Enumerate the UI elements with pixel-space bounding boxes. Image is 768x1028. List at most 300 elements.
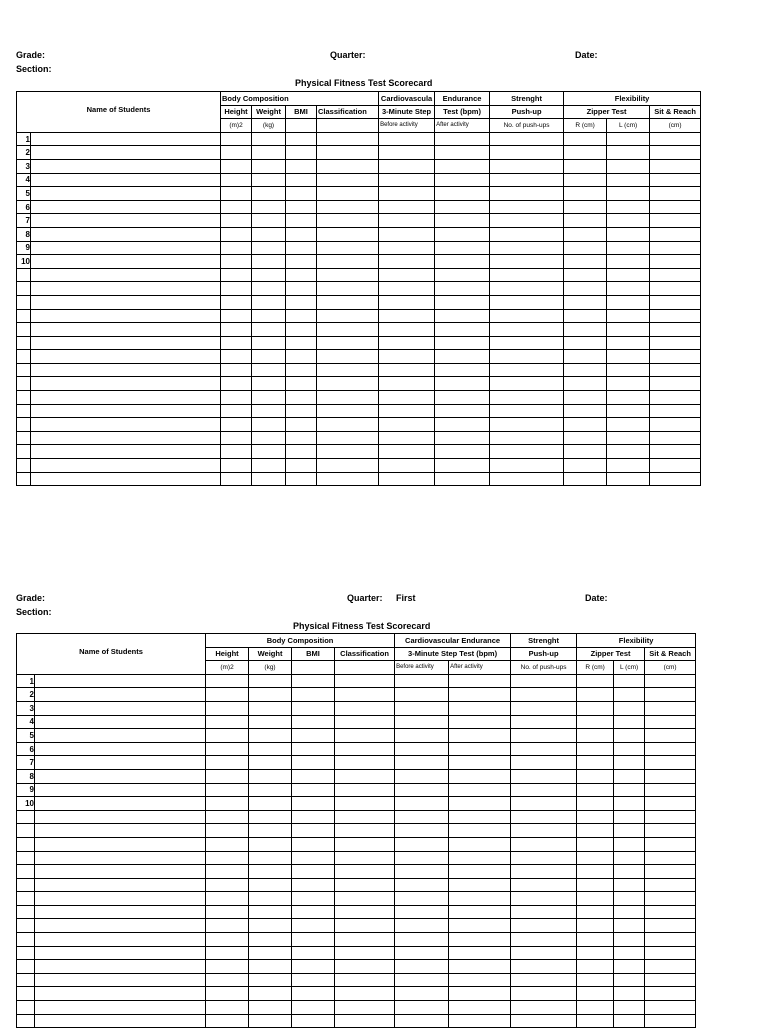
score-cell[interactable]	[395, 769, 449, 783]
score-cell[interactable]	[614, 878, 645, 892]
score-cell[interactable]	[614, 824, 645, 838]
score-cell[interactable]	[335, 1014, 395, 1028]
score-cell[interactable]	[335, 1001, 395, 1015]
score-cell[interactable]	[577, 729, 614, 743]
score-cell[interactable]	[395, 905, 449, 919]
score-cell[interactable]	[292, 688, 335, 702]
score-cell[interactable]	[395, 701, 449, 715]
score-cell[interactable]	[335, 824, 395, 838]
score-cell[interactable]	[221, 255, 252, 269]
score-cell[interactable]	[252, 255, 286, 269]
score-cell[interactable]	[645, 892, 696, 906]
score-cell[interactable]	[221, 295, 252, 309]
score-cell[interactable]	[249, 688, 292, 702]
score-cell[interactable]	[317, 255, 379, 269]
score-cell[interactable]	[221, 241, 252, 255]
score-cell[interactable]	[511, 729, 577, 743]
student-name-cell[interactable]	[35, 688, 206, 702]
score-cell[interactable]	[395, 837, 449, 851]
score-cell[interactable]	[379, 391, 435, 405]
score-cell[interactable]	[564, 200, 607, 214]
score-cell[interactable]	[607, 431, 650, 445]
score-cell[interactable]	[395, 865, 449, 879]
score-cell[interactable]	[317, 431, 379, 445]
score-cell[interactable]	[650, 159, 701, 173]
score-cell[interactable]	[292, 783, 335, 797]
score-cell[interactable]	[511, 892, 577, 906]
score-cell[interactable]	[206, 783, 249, 797]
score-cell[interactable]	[249, 933, 292, 947]
score-cell[interactable]	[607, 173, 650, 187]
score-cell[interactable]	[292, 837, 335, 851]
score-cell[interactable]	[435, 227, 490, 241]
score-cell[interactable]	[379, 255, 435, 269]
score-cell[interactable]	[645, 715, 696, 729]
student-name-cell[interactable]	[35, 919, 206, 933]
score-cell[interactable]	[490, 363, 564, 377]
score-cell[interactable]	[511, 1014, 577, 1028]
score-cell[interactable]	[221, 227, 252, 241]
score-cell[interactable]	[335, 742, 395, 756]
student-name-cell[interactable]	[31, 173, 221, 187]
score-cell[interactable]	[449, 756, 511, 770]
score-cell[interactable]	[206, 810, 249, 824]
score-cell[interactable]	[286, 418, 317, 432]
score-cell[interactable]	[335, 905, 395, 919]
student-name-cell[interactable]	[31, 363, 221, 377]
score-cell[interactable]	[252, 323, 286, 337]
student-name-cell[interactable]	[31, 404, 221, 418]
score-cell[interactable]	[650, 472, 701, 486]
score-cell[interactable]	[221, 146, 252, 160]
score-cell[interactable]	[577, 715, 614, 729]
score-cell[interactable]	[607, 295, 650, 309]
score-cell[interactable]	[564, 472, 607, 486]
score-cell[interactable]	[286, 146, 317, 160]
score-cell[interactable]	[650, 295, 701, 309]
score-cell[interactable]	[614, 851, 645, 865]
score-cell[interactable]	[490, 282, 564, 296]
score-cell[interactable]	[607, 159, 650, 173]
score-cell[interactable]	[221, 472, 252, 486]
score-cell[interactable]	[614, 865, 645, 879]
score-cell[interactable]	[292, 742, 335, 756]
score-cell[interactable]	[449, 729, 511, 743]
score-cell[interactable]	[221, 214, 252, 228]
student-name-cell[interactable]	[35, 797, 206, 811]
score-cell[interactable]	[511, 688, 577, 702]
score-cell[interactable]	[292, 674, 335, 688]
score-cell[interactable]	[317, 459, 379, 473]
score-cell[interactable]	[221, 350, 252, 364]
score-cell[interactable]	[511, 824, 577, 838]
score-cell[interactable]	[449, 919, 511, 933]
score-cell[interactable]	[221, 282, 252, 296]
score-cell[interactable]	[206, 933, 249, 947]
score-cell[interactable]	[511, 674, 577, 688]
score-cell[interactable]	[614, 892, 645, 906]
score-cell[interactable]	[511, 919, 577, 933]
score-cell[interactable]	[206, 892, 249, 906]
score-cell[interactable]	[292, 729, 335, 743]
score-cell[interactable]	[490, 445, 564, 459]
score-cell[interactable]	[449, 837, 511, 851]
score-cell[interactable]	[607, 255, 650, 269]
score-cell[interactable]	[379, 377, 435, 391]
score-cell[interactable]	[221, 309, 252, 323]
student-name-cell[interactable]	[35, 701, 206, 715]
score-cell[interactable]	[614, 973, 645, 987]
score-cell[interactable]	[614, 837, 645, 851]
score-cell[interactable]	[317, 336, 379, 350]
score-cell[interactable]	[379, 350, 435, 364]
score-cell[interactable]	[645, 824, 696, 838]
student-name-cell[interactable]	[35, 810, 206, 824]
score-cell[interactable]	[650, 255, 701, 269]
score-cell[interactable]	[577, 810, 614, 824]
score-cell[interactable]	[286, 200, 317, 214]
score-cell[interactable]	[435, 309, 490, 323]
score-cell[interactable]	[395, 797, 449, 811]
score-cell[interactable]	[511, 783, 577, 797]
score-cell[interactable]	[249, 810, 292, 824]
student-name-cell[interactable]	[31, 323, 221, 337]
score-cell[interactable]	[379, 227, 435, 241]
score-cell[interactable]	[379, 445, 435, 459]
score-cell[interactable]	[577, 960, 614, 974]
score-cell[interactable]	[577, 742, 614, 756]
score-cell[interactable]	[564, 404, 607, 418]
score-cell[interactable]	[614, 715, 645, 729]
score-cell[interactable]	[335, 973, 395, 987]
score-cell[interactable]	[490, 159, 564, 173]
score-cell[interactable]	[292, 960, 335, 974]
score-cell[interactable]	[379, 418, 435, 432]
score-cell[interactable]	[379, 336, 435, 350]
score-cell[interactable]	[206, 674, 249, 688]
score-cell[interactable]	[252, 268, 286, 282]
score-cell[interactable]	[435, 472, 490, 486]
score-cell[interactable]	[379, 132, 435, 146]
student-name-cell[interactable]	[35, 987, 206, 1001]
score-cell[interactable]	[335, 837, 395, 851]
score-cell[interactable]	[511, 933, 577, 947]
score-cell[interactable]	[645, 1014, 696, 1028]
score-cell[interactable]	[577, 674, 614, 688]
score-cell[interactable]	[379, 309, 435, 323]
score-cell[interactable]	[221, 431, 252, 445]
score-cell[interactable]	[511, 973, 577, 987]
score-cell[interactable]	[449, 946, 511, 960]
score-cell[interactable]	[614, 729, 645, 743]
score-cell[interactable]	[335, 865, 395, 879]
score-cell[interactable]	[650, 350, 701, 364]
score-cell[interactable]	[511, 960, 577, 974]
score-cell[interactable]	[249, 729, 292, 743]
score-cell[interactable]	[286, 159, 317, 173]
score-cell[interactable]	[286, 132, 317, 146]
student-name-cell[interactable]	[35, 851, 206, 865]
student-name-cell[interactable]	[31, 146, 221, 160]
score-cell[interactable]	[449, 878, 511, 892]
score-cell[interactable]	[252, 391, 286, 405]
score-cell[interactable]	[564, 391, 607, 405]
score-cell[interactable]	[395, 783, 449, 797]
score-cell[interactable]	[249, 769, 292, 783]
score-cell[interactable]	[564, 132, 607, 146]
score-cell[interactable]	[435, 336, 490, 350]
score-cell[interactable]	[577, 851, 614, 865]
score-cell[interactable]	[645, 797, 696, 811]
score-cell[interactable]	[614, 946, 645, 960]
student-name-cell[interactable]	[35, 1014, 206, 1028]
score-cell[interactable]	[206, 987, 249, 1001]
score-cell[interactable]	[206, 946, 249, 960]
score-cell[interactable]	[395, 824, 449, 838]
score-cell[interactable]	[292, 769, 335, 783]
score-cell[interactable]	[335, 987, 395, 1001]
score-cell[interactable]	[206, 919, 249, 933]
score-cell[interactable]	[221, 336, 252, 350]
score-cell[interactable]	[564, 295, 607, 309]
student-name-cell[interactable]	[35, 769, 206, 783]
score-cell[interactable]	[249, 783, 292, 797]
score-cell[interactable]	[221, 377, 252, 391]
score-cell[interactable]	[564, 173, 607, 187]
score-cell[interactable]	[577, 756, 614, 770]
score-cell[interactable]	[577, 824, 614, 838]
score-cell[interactable]	[650, 227, 701, 241]
score-cell[interactable]	[221, 363, 252, 377]
score-cell[interactable]	[645, 919, 696, 933]
score-cell[interactable]	[435, 173, 490, 187]
score-cell[interactable]	[607, 418, 650, 432]
student-name-cell[interactable]	[31, 227, 221, 241]
score-cell[interactable]	[650, 200, 701, 214]
score-cell[interactable]	[614, 1001, 645, 1015]
score-cell[interactable]	[645, 810, 696, 824]
score-cell[interactable]	[607, 214, 650, 228]
score-cell[interactable]	[249, 797, 292, 811]
student-name-cell[interactable]	[31, 472, 221, 486]
score-cell[interactable]	[564, 323, 607, 337]
score-cell[interactable]	[614, 742, 645, 756]
score-cell[interactable]	[650, 268, 701, 282]
score-cell[interactable]	[607, 200, 650, 214]
score-cell[interactable]	[577, 769, 614, 783]
score-cell[interactable]	[435, 255, 490, 269]
score-cell[interactable]	[379, 323, 435, 337]
score-cell[interactable]	[650, 187, 701, 201]
score-cell[interactable]	[435, 445, 490, 459]
score-cell[interactable]	[607, 336, 650, 350]
score-cell[interactable]	[249, 987, 292, 1001]
score-cell[interactable]	[650, 377, 701, 391]
score-cell[interactable]	[221, 187, 252, 201]
score-cell[interactable]	[379, 295, 435, 309]
score-cell[interactable]	[252, 431, 286, 445]
score-cell[interactable]	[614, 919, 645, 933]
score-cell[interactable]	[292, 1001, 335, 1015]
score-cell[interactable]	[252, 404, 286, 418]
student-name-cell[interactable]	[35, 905, 206, 919]
score-cell[interactable]	[645, 960, 696, 974]
student-name-cell[interactable]	[31, 431, 221, 445]
score-cell[interactable]	[252, 295, 286, 309]
score-cell[interactable]	[449, 715, 511, 729]
score-cell[interactable]	[252, 187, 286, 201]
score-cell[interactable]	[395, 946, 449, 960]
score-cell[interactable]	[252, 377, 286, 391]
score-cell[interactable]	[286, 309, 317, 323]
score-cell[interactable]	[335, 919, 395, 933]
score-cell[interactable]	[335, 769, 395, 783]
score-cell[interactable]	[645, 987, 696, 1001]
score-cell[interactable]	[286, 363, 317, 377]
score-cell[interactable]	[395, 1001, 449, 1015]
student-name-cell[interactable]	[35, 960, 206, 974]
score-cell[interactable]	[650, 146, 701, 160]
score-cell[interactable]	[292, 878, 335, 892]
score-cell[interactable]	[317, 445, 379, 459]
score-cell[interactable]	[650, 309, 701, 323]
score-cell[interactable]	[379, 146, 435, 160]
score-cell[interactable]	[252, 363, 286, 377]
score-cell[interactable]	[435, 431, 490, 445]
score-cell[interactable]	[449, 933, 511, 947]
score-cell[interactable]	[395, 960, 449, 974]
score-cell[interactable]	[650, 404, 701, 418]
score-cell[interactable]	[206, 688, 249, 702]
score-cell[interactable]	[490, 391, 564, 405]
student-name-cell[interactable]	[35, 824, 206, 838]
score-cell[interactable]	[379, 431, 435, 445]
score-cell[interactable]	[252, 472, 286, 486]
student-name-cell[interactable]	[31, 159, 221, 173]
score-cell[interactable]	[645, 769, 696, 783]
score-cell[interactable]	[511, 946, 577, 960]
score-cell[interactable]	[252, 336, 286, 350]
score-cell[interactable]	[206, 715, 249, 729]
score-cell[interactable]	[286, 459, 317, 473]
score-cell[interactable]	[317, 350, 379, 364]
score-cell[interactable]	[206, 756, 249, 770]
student-name-cell[interactable]	[31, 459, 221, 473]
score-cell[interactable]	[206, 878, 249, 892]
score-cell[interactable]	[379, 200, 435, 214]
score-cell[interactable]	[511, 837, 577, 851]
score-cell[interactable]	[645, 973, 696, 987]
score-cell[interactable]	[206, 701, 249, 715]
score-cell[interactable]	[511, 701, 577, 715]
score-cell[interactable]	[317, 241, 379, 255]
score-cell[interactable]	[395, 892, 449, 906]
score-cell[interactable]	[292, 824, 335, 838]
score-cell[interactable]	[221, 132, 252, 146]
score-cell[interactable]	[379, 187, 435, 201]
score-cell[interactable]	[249, 905, 292, 919]
score-cell[interactable]	[335, 878, 395, 892]
student-name-cell[interactable]	[31, 336, 221, 350]
score-cell[interactable]	[564, 445, 607, 459]
score-cell[interactable]	[577, 865, 614, 879]
score-cell[interactable]	[564, 377, 607, 391]
score-cell[interactable]	[317, 214, 379, 228]
student-name-cell[interactable]	[31, 295, 221, 309]
score-cell[interactable]	[395, 933, 449, 947]
score-cell[interactable]	[449, 769, 511, 783]
score-cell[interactable]	[335, 892, 395, 906]
score-cell[interactable]	[511, 851, 577, 865]
score-cell[interactable]	[607, 227, 650, 241]
score-cell[interactable]	[577, 892, 614, 906]
score-cell[interactable]	[317, 159, 379, 173]
score-cell[interactable]	[607, 187, 650, 201]
score-cell[interactable]	[292, 715, 335, 729]
score-cell[interactable]	[317, 173, 379, 187]
score-cell[interactable]	[379, 459, 435, 473]
score-cell[interactable]	[395, 674, 449, 688]
score-cell[interactable]	[614, 783, 645, 797]
score-cell[interactable]	[650, 445, 701, 459]
score-cell[interactable]	[286, 268, 317, 282]
score-cell[interactable]	[292, 946, 335, 960]
score-cell[interactable]	[449, 1014, 511, 1028]
score-cell[interactable]	[490, 214, 564, 228]
score-cell[interactable]	[449, 810, 511, 824]
score-cell[interactable]	[252, 309, 286, 323]
score-cell[interactable]	[206, 729, 249, 743]
score-cell[interactable]	[395, 919, 449, 933]
score-cell[interactable]	[249, 851, 292, 865]
score-cell[interactable]	[317, 132, 379, 146]
score-cell[interactable]	[335, 688, 395, 702]
score-cell[interactable]	[206, 769, 249, 783]
score-cell[interactable]	[292, 701, 335, 715]
score-cell[interactable]	[511, 865, 577, 879]
score-cell[interactable]	[379, 241, 435, 255]
score-cell[interactable]	[511, 742, 577, 756]
score-cell[interactable]	[292, 865, 335, 879]
score-cell[interactable]	[292, 1014, 335, 1028]
score-cell[interactable]	[249, 946, 292, 960]
score-cell[interactable]	[221, 404, 252, 418]
score-cell[interactable]	[577, 905, 614, 919]
score-cell[interactable]	[335, 756, 395, 770]
score-cell[interactable]	[449, 987, 511, 1001]
score-cell[interactable]	[607, 282, 650, 296]
score-cell[interactable]	[614, 987, 645, 1001]
score-cell[interactable]	[317, 268, 379, 282]
student-name-cell[interactable]	[35, 783, 206, 797]
score-cell[interactable]	[435, 200, 490, 214]
score-cell[interactable]	[449, 674, 511, 688]
score-cell[interactable]	[490, 241, 564, 255]
student-name-cell[interactable]	[31, 187, 221, 201]
score-cell[interactable]	[449, 688, 511, 702]
score-cell[interactable]	[317, 418, 379, 432]
score-cell[interactable]	[435, 268, 490, 282]
score-cell[interactable]	[564, 459, 607, 473]
score-cell[interactable]	[564, 282, 607, 296]
score-cell[interactable]	[252, 227, 286, 241]
score-cell[interactable]	[511, 756, 577, 770]
score-cell[interactable]	[206, 824, 249, 838]
score-cell[interactable]	[379, 159, 435, 173]
score-cell[interactable]	[449, 865, 511, 879]
score-cell[interactable]	[650, 173, 701, 187]
score-cell[interactable]	[252, 445, 286, 459]
